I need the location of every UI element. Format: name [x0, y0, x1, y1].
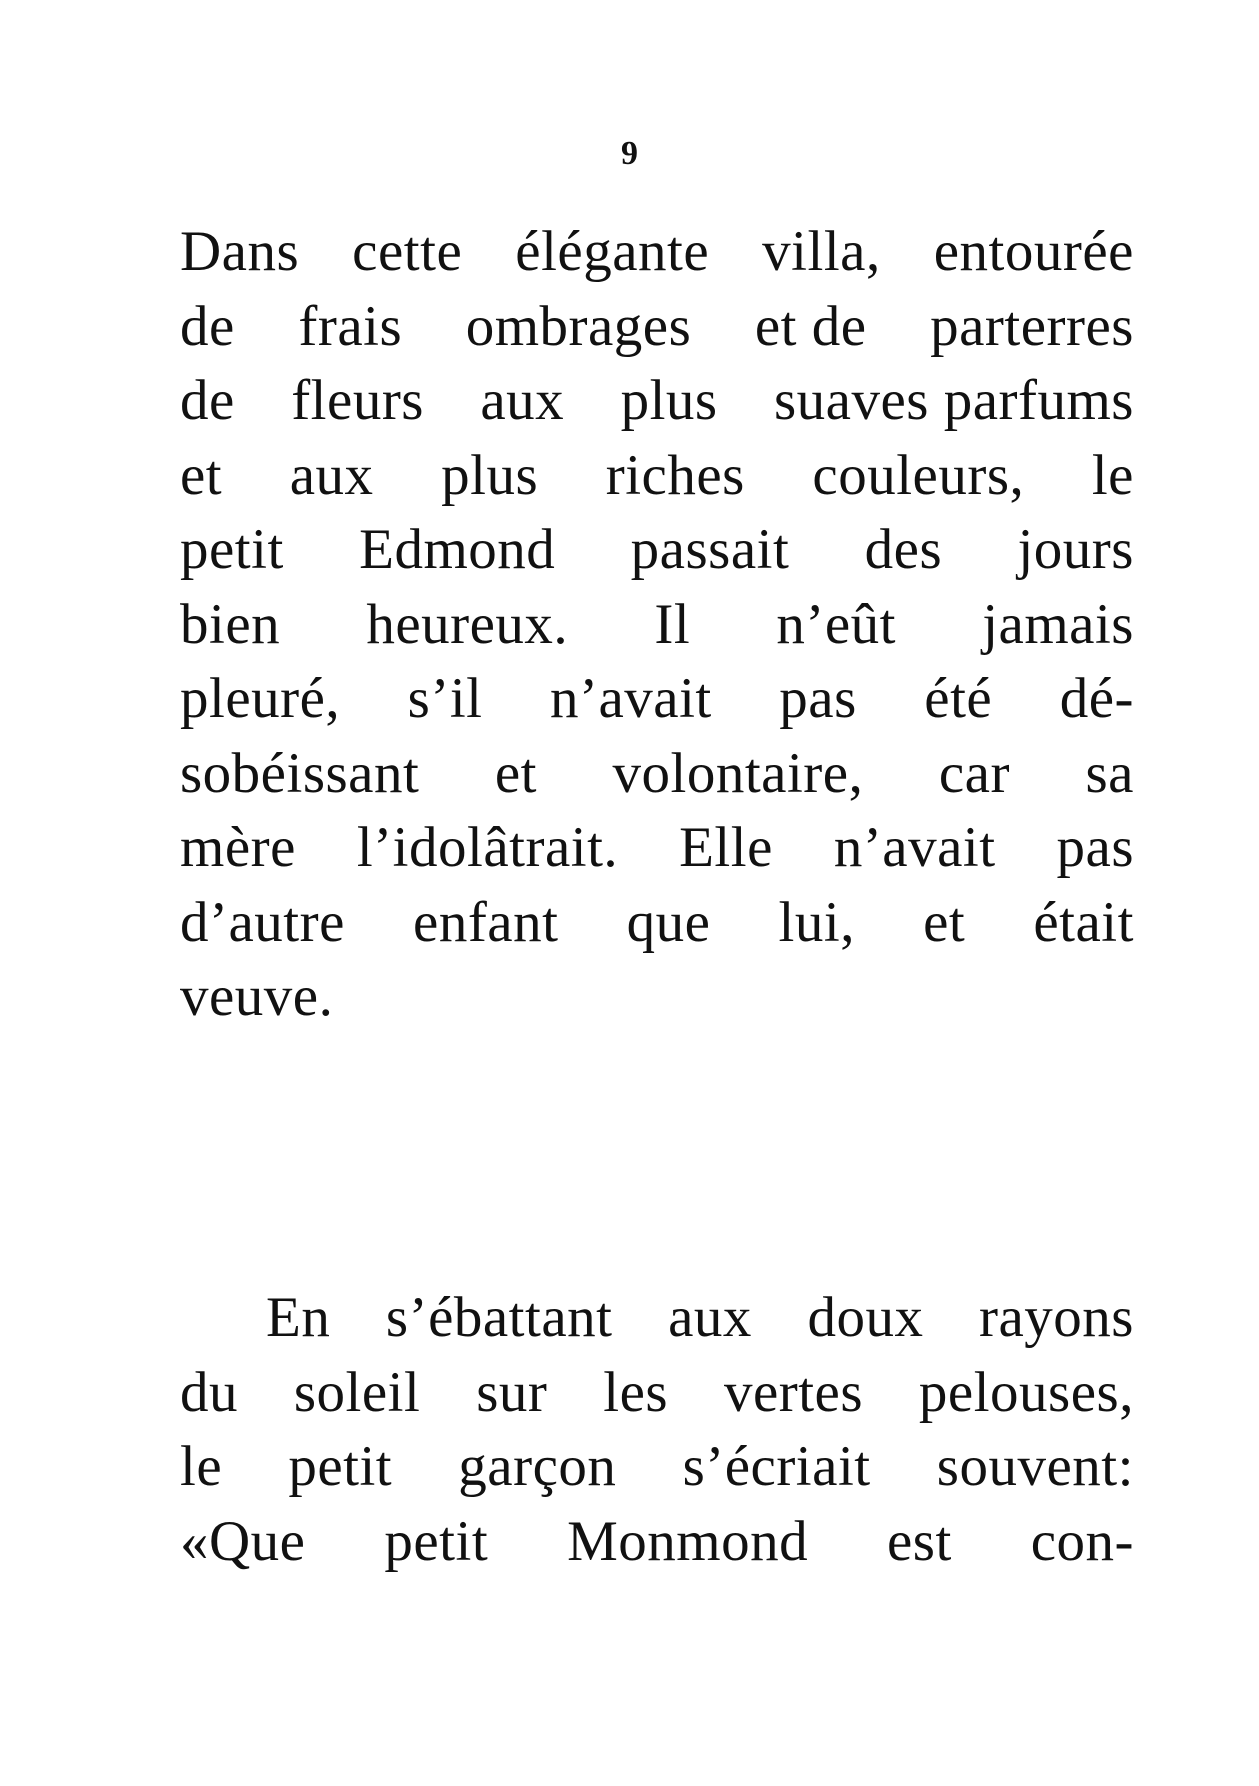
word: Dans [180, 220, 300, 283]
word: frais [298, 294, 403, 358]
word: heureux. [366, 592, 569, 656]
word: petit [288, 1435, 393, 1498]
text-line [180, 737, 1134, 812]
word: aux [289, 443, 374, 507]
word: sa [1085, 741, 1134, 805]
word: bien [180, 592, 281, 656]
word: l’idolâtrait. [356, 816, 619, 879]
word: Elle [679, 816, 773, 879]
word: dé- [1059, 667, 1134, 730]
text-line [180, 1505, 1134, 1580]
word: garçon [458, 1435, 617, 1498]
word: doux [807, 1286, 924, 1349]
word: jours [1017, 518, 1134, 581]
word: soleil [293, 1360, 421, 1424]
word: n’avait [833, 816, 996, 879]
word: souvent: [936, 1435, 1134, 1498]
word: veuve. [180, 965, 334, 1028]
word: enfant [413, 890, 559, 954]
word: plus [441, 443, 539, 507]
word: rayons [979, 1286, 1134, 1349]
word: est [886, 1509, 952, 1573]
word: s’ébattant [385, 1286, 613, 1349]
word: que [626, 890, 711, 954]
word: «Que [180, 1509, 306, 1573]
word: jamais [982, 592, 1134, 656]
text-line [180, 513, 1134, 588]
word: pelouses, [918, 1360, 1134, 1424]
word: con- [1030, 1509, 1134, 1573]
word: le [180, 1435, 223, 1498]
text-line [180, 960, 1134, 1035]
text-line [180, 886, 1134, 961]
text-line [180, 811, 1134, 886]
word: des [864, 518, 943, 581]
word: entourée [933, 220, 1134, 283]
word: sur [476, 1360, 548, 1424]
word: fleurs [291, 369, 424, 432]
word: pas [1056, 816, 1134, 879]
word: et [923, 890, 966, 954]
page-number: 9 [621, 135, 638, 172]
word: du [180, 1360, 238, 1424]
word: petit [180, 518, 284, 581]
word: cette [352, 220, 463, 283]
paragraph-2 [180, 1281, 1134, 1579]
word: vertes [723, 1360, 864, 1424]
word: Il [654, 592, 691, 656]
word: Edmond [359, 518, 556, 581]
word: de [180, 294, 235, 358]
paragraph-1 [180, 215, 1134, 1035]
word: pleuré, [180, 667, 341, 730]
text-line [180, 662, 1134, 737]
word: ombrages [465, 294, 692, 358]
word: car [938, 741, 1010, 805]
word: parterres [930, 294, 1134, 358]
word: été [924, 667, 993, 730]
word: s’il [407, 667, 483, 730]
word: s’écriait [682, 1435, 871, 1498]
word: de [180, 369, 235, 432]
word: petit [384, 1509, 489, 1573]
word: n’eût [776, 592, 896, 656]
word: élégante [515, 220, 710, 283]
text-line [180, 1356, 1134, 1431]
word: les [603, 1360, 669, 1424]
text-line [180, 290, 1134, 365]
word: En [266, 1286, 331, 1349]
text-line [180, 588, 1134, 663]
word: sobéissant [180, 741, 420, 805]
word: et [180, 443, 223, 507]
text-line [180, 364, 1134, 439]
word: passait [630, 518, 790, 581]
word: plus [620, 369, 718, 432]
word: d’autre [180, 890, 345, 954]
word: riches [605, 443, 745, 507]
text-line [180, 215, 1134, 290]
word: et [494, 741, 537, 805]
word: mère [180, 816, 296, 879]
word: aux [668, 1286, 752, 1349]
word: volontaire, [612, 741, 864, 805]
word: couleurs, [812, 443, 1025, 507]
word: n’avait [550, 667, 712, 730]
text-line [180, 1430, 1134, 1505]
word: et de [754, 294, 867, 358]
word: pas [779, 667, 857, 730]
text-line [180, 439, 1134, 514]
word: le [1091, 443, 1134, 507]
word: lui, [778, 890, 855, 954]
word: Monmond [567, 1509, 809, 1573]
word: aux [480, 369, 565, 432]
word: villa, [762, 220, 881, 283]
word: était [1033, 890, 1134, 954]
word: suaves parfums [774, 369, 1134, 432]
text-line [180, 1281, 1134, 1356]
